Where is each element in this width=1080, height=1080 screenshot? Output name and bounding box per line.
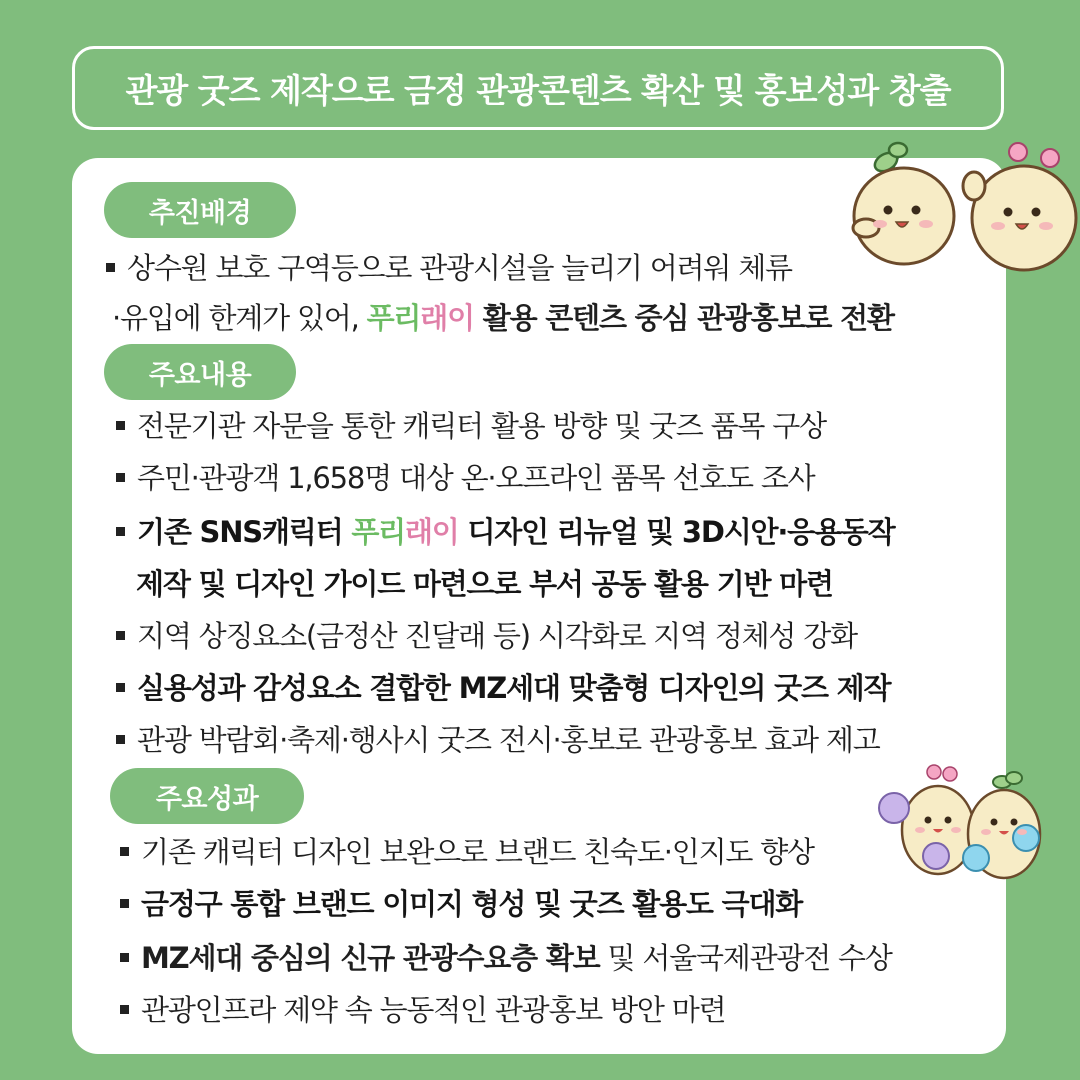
section-heading-content <box>104 344 296 400</box>
character-name-rae: 래이 <box>420 301 474 335</box>
content-text-3-suffix: 디자인 리뉴얼 및 3D시안·응용동작 <box>458 515 895 549</box>
page-title <box>72 46 1004 130</box>
content-text-4: 지역 상징요소(금정산 진달래 등) 시각화로 지역 정체성 강화 <box>137 619 857 653</box>
content-item-6 <box>116 720 880 760</box>
content-text-3: 기존 SNS캐릭터 <box>137 515 352 549</box>
background-text-2-bold: 활용 콘텐츠 중심 관광홍보로 전환 <box>473 301 894 335</box>
bullet-icon <box>116 631 125 640</box>
bullet-icon <box>116 683 125 692</box>
section-heading-text: 추진배경 <box>148 197 252 229</box>
character-name-puri: 푸리 <box>351 515 405 549</box>
mascot-illustration-top <box>840 138 1080 288</box>
results-item-3 <box>120 938 892 978</box>
background-line-1 <box>106 248 792 288</box>
mascot-cheer-right-icon <box>963 772 1040 878</box>
bullet-icon <box>106 263 115 272</box>
background-text-1: 상수원 보호 구역등으로 관광시설을 늘리기 어려워 체류 <box>127 251 792 285</box>
content-text-2: 주민·관광객 1,658명 대상 온·오프라인 품목 선호도 조사 <box>137 461 815 495</box>
results-item-1 <box>120 832 814 872</box>
content-item-5 <box>116 668 890 708</box>
content-text-5: 실용성과 감성요소 결합한 MZ세대 맞춤형 디자인의 굿즈 제작 <box>137 671 891 705</box>
results-item-2 <box>120 884 802 924</box>
content-text-3-line-2: 제작 및 디자인 가이드 마련으로 부서 공동 활용 기반 마련 <box>136 567 833 601</box>
bullet-icon <box>120 1005 129 1014</box>
bullet-icon <box>116 421 125 430</box>
mascot-left-icon <box>853 143 954 264</box>
section-heading-background <box>104 182 296 238</box>
results-text-3-bold: MZ세대 중심의 신규 관광수요층 확보 <box>141 941 600 975</box>
bullet-icon <box>120 899 129 908</box>
mascot-cheer-left-icon <box>879 765 974 874</box>
background-line-2 <box>112 298 894 338</box>
results-text-2: 금정구 통합 브랜드 이미지 형성 및 굿즈 활용도 극대화 <box>141 887 803 921</box>
content-item-3-line-2 <box>136 564 833 604</box>
page-title-text: 관광 굿즈 제작으로 금정 관광콘텐츠 확산 및 홍보성과 창출 <box>125 70 951 110</box>
results-text-1: 기존 캐릭터 디자인 보완으로 브랜드 친숙도·인지도 향상 <box>141 835 814 869</box>
section-heading-results <box>110 768 304 824</box>
section-heading-text: 주요성과 <box>155 783 259 815</box>
mascot-right-icon <box>963 143 1076 270</box>
content-item-3 <box>116 512 894 552</box>
bullet-icon <box>116 473 125 482</box>
content-text-6: 관광 박람회·축제·행사시 굿즈 전시·홍보로 관광홍보 효과 제고 <box>137 723 880 757</box>
bullet-icon <box>120 847 129 856</box>
section-heading-text: 주요내용 <box>148 359 252 391</box>
content-item-1 <box>116 406 826 446</box>
background-text-2: ·유입에 한계가 있어, <box>112 301 367 335</box>
mascot-illustration-bottom <box>876 762 1056 894</box>
content-card <box>72 158 1006 1054</box>
character-name-puri: 푸리 <box>366 301 421 335</box>
content-item-2 <box>116 458 814 498</box>
character-name-rae: 래이 <box>404 515 459 549</box>
bullet-icon <box>116 527 125 536</box>
bullet-icon <box>116 735 125 744</box>
results-text-3-rest: 및 서울국제관광전 수상 <box>599 941 892 975</box>
content-text-1: 전문기관 자문을 통한 캐릭터 활용 방향 및 굿즈 품목 구상 <box>137 409 826 443</box>
results-text-4: 관광인프라 제약 속 능동적인 관광홍보 방안 마련 <box>141 993 726 1027</box>
bullet-icon <box>120 953 129 962</box>
results-item-4 <box>120 990 725 1030</box>
content-item-4 <box>116 616 857 656</box>
